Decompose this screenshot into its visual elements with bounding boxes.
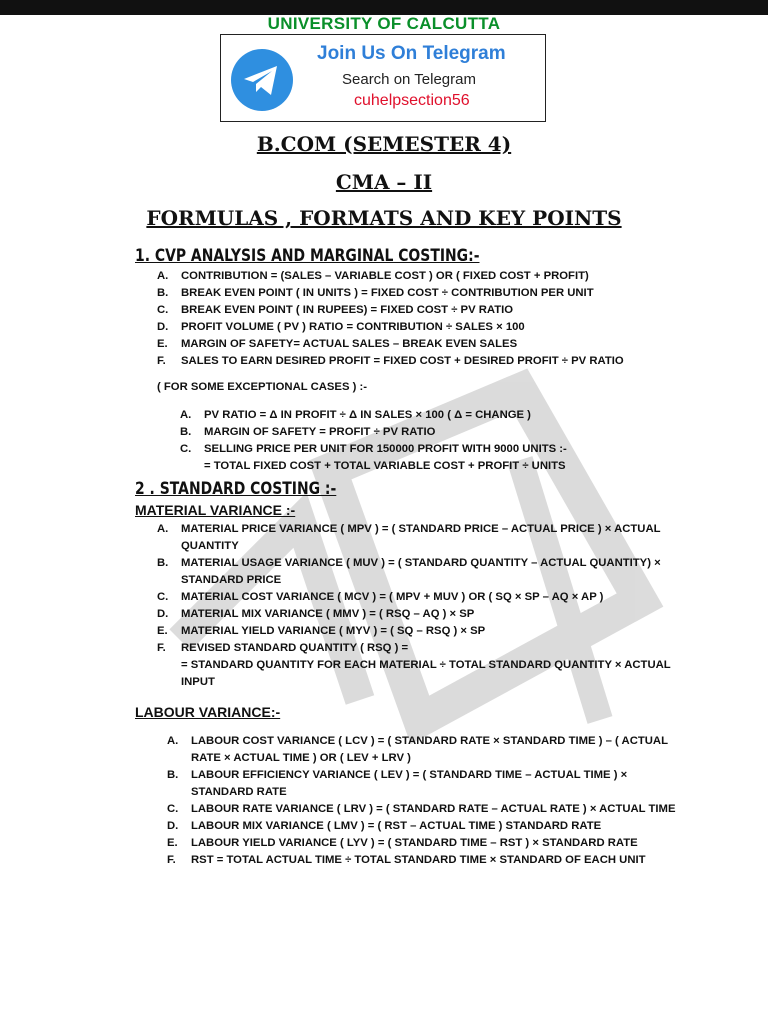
list-item-text: MATERIAL USAGE VARIANCE ( MUV ) = ( STANDARD QUANTITY – ACTUAL QUANTITY) × STANDARD PRICE xyxy=(181,557,661,586)
material-variance-heading: MATERIAL VARIANCE :- xyxy=(135,502,296,518)
telegram-search-text: Search on Telegram xyxy=(342,71,476,88)
telegram-icon xyxy=(231,49,293,111)
telegram-join-text: Join Us On Telegram xyxy=(317,43,506,64)
list-marker: C. xyxy=(180,443,192,455)
list-item xyxy=(167,835,687,852)
list-item xyxy=(180,441,700,475)
list-marker: A. xyxy=(157,523,169,535)
list-marker: E. xyxy=(157,625,168,637)
university-title: UNIVERSITY OF CALCUTTA xyxy=(267,14,501,33)
list-marker: B. xyxy=(157,557,169,569)
list-marker: A. xyxy=(167,735,179,747)
list-marker: F. xyxy=(167,854,176,866)
list-item xyxy=(167,852,687,869)
list-item xyxy=(180,407,700,424)
list-marker: B. xyxy=(157,287,169,299)
list-item xyxy=(167,767,687,801)
subject-title: CMA – II xyxy=(335,170,433,194)
exceptional-formula-list xyxy=(180,407,700,475)
list-item-text: MARGIN OF SAFETY = PROFIT ÷ PV RATIO xyxy=(204,426,436,438)
list-marker: A. xyxy=(180,409,192,421)
telegram-handle: cuhelpsection56 xyxy=(354,92,470,109)
list-item-text: MATERIAL MIX VARIANCE ( MMV ) = ( RSQ – AQ ) × SP xyxy=(181,608,475,620)
list-marker: D. xyxy=(157,321,169,333)
list-item-text: SELLING PRICE PER UNIT FOR 150000 PROFIT WITH 9000 UNITS :- = TOTAL FIXED COST + TOTAL VARIABLE COST + PROFIT ÷ UNITS xyxy=(204,443,567,472)
list-item xyxy=(157,521,687,555)
list-marker: C. xyxy=(157,591,169,603)
page-heading: FORMULAS , FORMATS AND KEY POINTS xyxy=(146,206,622,230)
list-item-text: REVISED STANDARD QUANTITY ( RSQ ) = = STANDARD QUANTITY FOR EACH MATERIAL ÷ TOTAL STANDARD QUANTITY × ACTUAL INPUT xyxy=(181,642,671,688)
list-item xyxy=(157,555,687,589)
list-item-text: BREAK EVEN POINT ( IN UNITS ) = FIXED COST ÷ CONTRIBUTION PER UNIT xyxy=(181,287,594,299)
telegram-banner[interactable] xyxy=(220,34,546,122)
list-item-text: PROFIT VOLUME ( PV ) RATIO = CONTRIBUTION ÷ SALES × 100 xyxy=(181,321,525,333)
list-item-text: BREAK EVEN POINT ( IN RUPEES) = FIXED COST ÷ PV RATIO xyxy=(181,304,514,316)
list-item-text: LABOUR COST VARIANCE ( LCV ) = ( STANDARD RATE × STANDARD TIME ) – ( ACTUAL RATE × ACTUAL TIME ) OR ( LEV + LRV ) xyxy=(191,735,668,764)
list-marker: B. xyxy=(167,769,179,781)
labour-variance-list xyxy=(167,733,687,869)
list-marker: F. xyxy=(157,355,166,367)
labour-variance-heading: LABOUR VARIANCE:- xyxy=(135,704,281,720)
list-item-text: MATERIAL YIELD VARIANCE ( MYV ) = ( SQ – RSQ ) × SP xyxy=(181,625,486,637)
list-item-text: LABOUR RATE VARIANCE ( LRV ) = ( STANDARD RATE – ACTUAL RATE ) × ACTUAL TIME xyxy=(191,803,676,815)
list-item-text: MARGIN OF SAFETY= ACTUAL SALES – BREAK EVEN SALES xyxy=(181,338,518,350)
list-item xyxy=(157,268,717,285)
top-black-bar xyxy=(0,0,768,15)
list-item-text: SALES TO EARN DESIRED PROFIT = FIXED COST + DESIRED PROFIT ÷ PV RATIO xyxy=(181,355,624,367)
list-marker: F. xyxy=(157,642,166,654)
list-item xyxy=(180,424,700,441)
list-item-text: MATERIAL COST VARIANCE ( MCV ) = ( MPV + MUV ) OR ( SQ × SP – AQ × AP ) xyxy=(181,591,604,603)
list-item-text: RST = TOTAL ACTUAL TIME ÷ TOTAL STANDARD TIME × STANDARD OF EACH UNIT xyxy=(191,854,646,866)
list-marker: E. xyxy=(157,338,168,350)
list-marker: D. xyxy=(167,820,179,832)
material-variance-list xyxy=(157,521,687,691)
list-item xyxy=(157,353,717,370)
list-item xyxy=(167,733,687,767)
list-marker: A. xyxy=(157,270,169,282)
list-item-text: LABOUR YIELD VARIANCE ( LYV ) = ( STANDARD TIME – RST ) × STANDARD RATE xyxy=(191,837,638,849)
list-marker: B. xyxy=(180,426,192,438)
list-marker: C. xyxy=(157,304,169,316)
list-item xyxy=(167,801,687,818)
section-heading-standard-costing: 2 . STANDARD COSTING :- xyxy=(135,479,337,499)
section-heading-cvp: 1. CVP ANALYSIS AND MARGINAL COSTING:- xyxy=(135,246,480,266)
list-item xyxy=(157,589,687,606)
list-item xyxy=(157,285,717,302)
list-item xyxy=(157,623,687,640)
list-marker: E. xyxy=(167,837,178,849)
list-item xyxy=(157,640,687,691)
list-item xyxy=(157,336,717,353)
list-item xyxy=(157,606,687,623)
list-marker: D. xyxy=(157,608,169,620)
list-item xyxy=(157,302,717,319)
exceptional-cases-label: ( FOR SOME EXCEPTIONAL CASES ) :- xyxy=(157,381,368,393)
cvp-formula-list xyxy=(157,268,717,370)
list-item-text: LABOUR MIX VARIANCE ( LMV ) = ( RST – ACTUAL TIME ) STANDARD RATE xyxy=(191,820,602,832)
list-item xyxy=(167,818,687,835)
list-item-text: LABOUR EFFICIENCY VARIANCE ( LEV ) = ( STANDARD TIME – ACTUAL TIME ) × STANDARD RATE xyxy=(191,769,628,798)
list-item-text: MATERIAL PRICE VARIANCE ( MPV ) = ( STANDARD PRICE – ACTUAL PRICE ) × ACTUAL QUANTITY xyxy=(181,523,661,552)
list-item-text: PV RATIO = Δ IN PROFIT ÷ Δ IN SALES × 100 ( Δ = CHANGE ) xyxy=(204,409,531,421)
list-item-text: CONTRIBUTION = (SALES – VARIABLE COST ) OR ( FIXED COST + PROFIT) xyxy=(181,270,589,282)
list-marker: C. xyxy=(167,803,179,815)
course-title: B.COM (SEMESTER 4) xyxy=(256,132,512,156)
list-item xyxy=(157,319,717,336)
